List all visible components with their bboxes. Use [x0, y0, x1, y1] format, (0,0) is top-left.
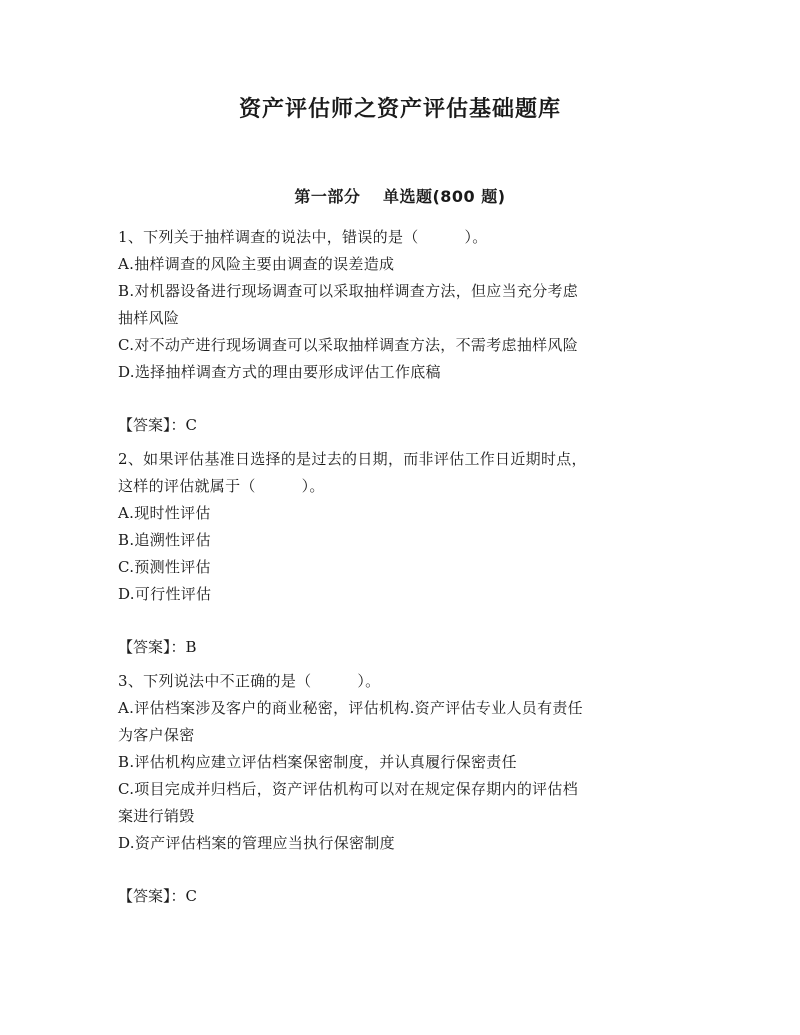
option-a: A.现时性评估: [118, 504, 211, 522]
option-b: B.追溯性评估: [118, 531, 211, 549]
question-2: [118, 446, 688, 661]
option-a: A.抽样调查的风险主要由调查的误差造成: [118, 255, 395, 273]
option-d: D.选择抽样调查方式的理由要形成评估工作底稿: [118, 363, 441, 381]
option-c: C.预测性评估: [118, 558, 211, 576]
answer-label: 【答案】：B: [118, 638, 197, 656]
question-stem-continued: 这样的评估就属于（ ）。: [118, 477, 325, 495]
answer-label: 【答案】：C: [118, 887, 197, 905]
option-c: C.项目完成并归档后，资产评估机构可以对在规定保存期内的评估档: [118, 780, 579, 798]
section-title: 第一部分 单选题(800 题): [294, 187, 506, 206]
question-stem: 3、下列说法中不正确的是（ ）。: [118, 672, 381, 690]
option-c: C.对不动产进行现场调查可以采取抽样调查方法，不需考虑抽样风险: [118, 336, 579, 354]
option-b: B.评估机构应建立评估档案保密制度，并认真履行保密责任: [118, 753, 517, 771]
question-3: [118, 668, 688, 910]
question-list: [118, 224, 688, 917]
option-a-continued: 为客户保密: [118, 726, 195, 744]
option-d: D.可行性评估: [118, 585, 212, 603]
option-b: B.对机器设备进行现场调查可以采取抽样调查方法，但应当充分考虑: [118, 282, 579, 300]
answer-label: 【答案】：C: [118, 416, 197, 434]
option-c-continued: 案进行销毁: [118, 807, 195, 825]
option-b-continued: 抽样风险: [118, 309, 180, 327]
option-a: A.评估档案涉及客户的商业秘密，评估机构.资产评估专业人员有责任: [118, 699, 583, 717]
question-stem: 2、如果评估基准日选择的是过去的日期，而非评估工作日近期时点，: [118, 450, 587, 468]
document-title: 资产评估师之资产评估基础题库: [238, 97, 561, 122]
question-stem: 1、下列关于抽样调查的说法中，错误的是（ ）。: [118, 228, 488, 246]
option-d: D.资产评估档案的管理应当执行保密制度: [118, 834, 395, 852]
question-1: [118, 224, 688, 439]
